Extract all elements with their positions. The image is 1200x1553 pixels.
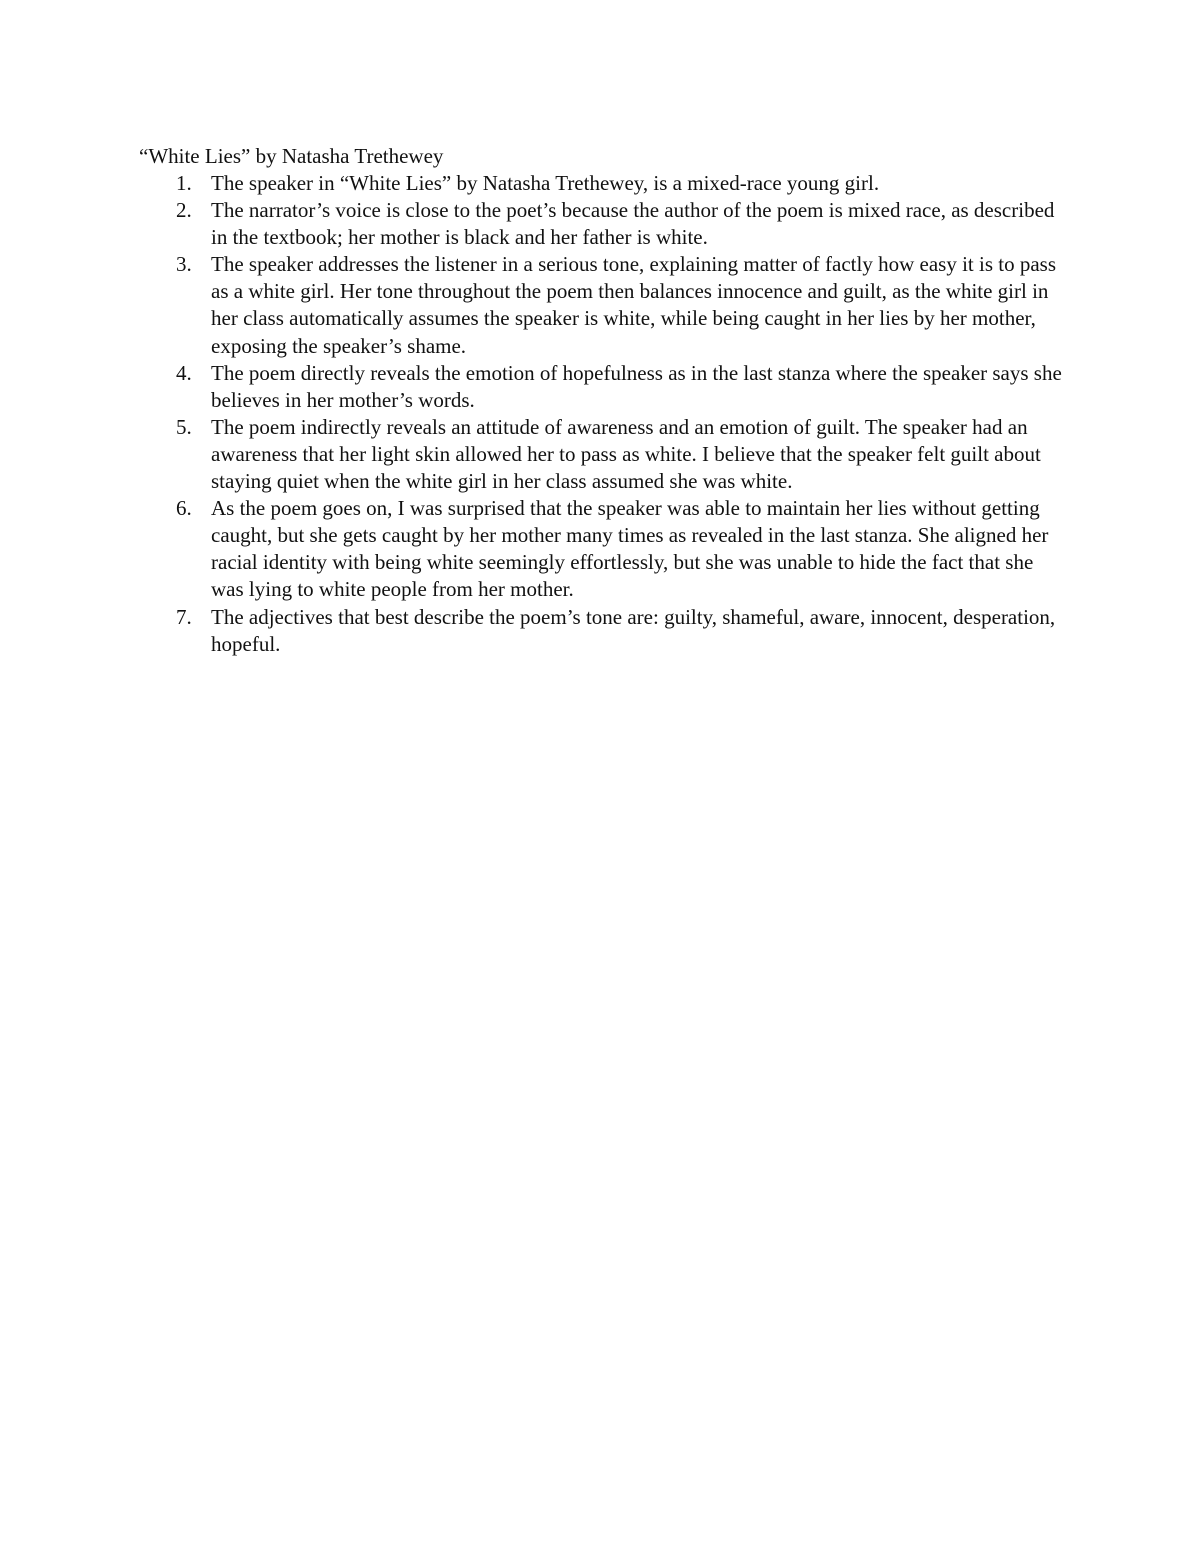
list-item-number: 1. xyxy=(176,171,192,195)
list-item-number: 3. xyxy=(176,252,192,277)
list-item-text: The adjectives that best describe the poem’s tone are: guilty, shameful, aware, innocent, desperation, hopeful. xyxy=(211,604,1056,656)
list-item-text: The speaker in “White Lies” by Natasha Trethewey, is a mixed-race young girl. xyxy=(211,171,880,195)
list-item xyxy=(0,170,1063,197)
answer-list xyxy=(0,170,1200,658)
list-item xyxy=(0,495,1063,603)
list-item xyxy=(0,197,1063,251)
list-item-text: The speaker addresses the listener in a serious tone, explaining matter of factly how easy it is to pass as a white girl. Her tone throughout the poem then balances innocence and guilt, as the white girl in her class automatically assumes the speaker is white, while being caught in her lies by her mother, exposing the speaker’s shame. xyxy=(211,252,1057,358)
list-item xyxy=(0,604,1063,658)
list-item xyxy=(0,360,1063,414)
list-item-text: The narrator’s voice is close to the poet’s because the author of the poem is mixed race, as described in the textbook; her mother is black and her father is white. xyxy=(211,198,1055,250)
document-title: “White Lies” by Natasha Trethewey xyxy=(139,144,444,168)
list-item-number: 6. xyxy=(176,496,192,521)
list-item-number: 7. xyxy=(176,604,192,629)
list-item-text: The poem indirectly reveals an attitude of awareness and an emotion of guilt. The speaker had an awareness that her light skin allowed her to pass as white. I believe that the speaker felt guilt about staying quiet when the white girl in her class assumed she was white. xyxy=(211,414,1041,494)
list-item xyxy=(0,251,1063,359)
list-item xyxy=(0,414,1063,495)
list-item-number: 2. xyxy=(176,198,192,223)
list-item-number: 5. xyxy=(176,414,192,439)
list-item-text: As the poem goes on, I was surprised that the speaker was able to maintain her lies without getting caught, but she gets caught by her mother many times as revealed in the last stanza. She aligned her racial identity with being white seemingly effortlessly, but she was unable to hide the fact that she was lying to white people from her mother. xyxy=(211,496,1049,602)
list-item-number: 4. xyxy=(176,360,192,385)
list-item-text: The poem directly reveals the emotion of hopefulness as in the last stanza where the speaker says she believes in her mother’s words. xyxy=(211,360,1062,412)
